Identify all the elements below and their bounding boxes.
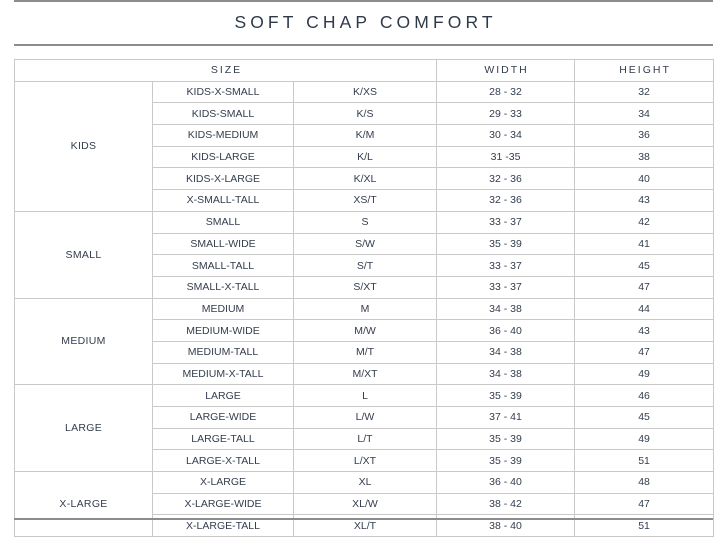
row-size-name: LARGE-TALL [153,428,294,450]
row-size-code: K/XL [294,168,437,190]
row-size-name: KIDS-X-LARGE [153,168,294,190]
row-height-value: 48 [575,472,714,494]
row-size-name: MEDIUM-TALL [153,341,294,363]
row-height-value: 44 [575,298,714,320]
row-width-value: 32 - 36 [437,190,575,212]
row-size-name: MEDIUM-WIDE [153,320,294,342]
size-group-label: KIDS [15,81,153,211]
table-header [15,60,714,82]
row-size-code: S/XT [294,276,437,298]
row-width-value: 31 -35 [437,146,575,168]
row-size-name: SMALL-TALL [153,255,294,277]
row-height-value: 47 [575,276,714,298]
row-size-code: M/W [294,320,437,342]
row-size-name: LARGE [153,385,294,407]
row-size-code: L/XT [294,450,437,472]
row-width-value: 35 - 39 [437,385,575,407]
row-size-name: LARGE-WIDE [153,407,294,429]
row-width-value: 33 - 37 [437,255,575,277]
row-size-code: S/T [294,255,437,277]
row-height-value: 43 [575,190,714,212]
row-size-name: MEDIUM [153,298,294,320]
row-width-value: 38 - 40 [437,515,575,537]
row-size-code: M [294,298,437,320]
size-group-label: X-LARGE [15,472,153,537]
row-size-name: X-LARGE [153,472,294,494]
row-size-code: XL [294,472,437,494]
row-width-value: 30 - 34 [437,125,575,147]
row-size-name: X-LARGE-TALL [153,515,294,537]
table-header-row [15,60,714,82]
row-size-code: XL/W [294,493,437,515]
row-width-value: 35 - 39 [437,233,575,255]
page-title: SOFT CHAP COMFORT [234,11,497,32]
row-size-code: M/T [294,341,437,363]
size-group-label: LARGE [15,385,153,472]
row-width-value: 34 - 38 [437,298,575,320]
row-width-value: 34 - 38 [437,341,575,363]
size-group-label: SMALL [15,211,153,298]
table-row [15,472,714,494]
row-height-value: 38 [575,146,714,168]
row-width-value: 35 - 39 [437,450,575,472]
row-size-name: LARGE-X-TALL [153,450,294,472]
row-size-code: K/M [294,125,437,147]
row-height-value: 49 [575,363,714,385]
row-size-name: KIDS-SMALL [153,103,294,125]
row-height-value: 43 [575,320,714,342]
row-height-value: 47 [575,341,714,363]
row-width-value: 35 - 39 [437,428,575,450]
row-size-name: SMALL-WIDE [153,233,294,255]
size-chart-table [14,59,714,537]
row-size-code: K/XS [294,81,437,103]
row-width-value: 33 - 37 [437,276,575,298]
row-size-name: X-SMALL-TALL [153,190,294,212]
row-size-name: X-LARGE-WIDE [153,493,294,515]
row-size-code: K/S [294,103,437,125]
row-size-code: M/XT [294,363,437,385]
page-title-container [0,0,727,44]
row-size-code: L/T [294,428,437,450]
row-size-code: L/W [294,407,437,429]
bottom-divider [14,518,713,520]
row-height-value: 51 [575,515,714,537]
row-size-code: XS/T [294,190,437,212]
table-row [15,211,714,233]
table-row [15,81,714,103]
column-header-width: WIDTH [437,60,575,82]
row-width-value: 36 - 40 [437,320,575,342]
row-size-name: SMALL-X-TALL [153,276,294,298]
row-height-value: 49 [575,428,714,450]
row-height-value: 41 [575,233,714,255]
table-row [15,298,714,320]
row-size-code: K/L [294,146,437,168]
row-size-name: KIDS-LARGE [153,146,294,168]
row-width-value: 37 - 41 [437,407,575,429]
row-height-value: 51 [575,450,714,472]
table-row [15,385,714,407]
row-size-name: SMALL [153,211,294,233]
row-height-value: 40 [575,168,714,190]
row-width-value: 32 - 36 [437,168,575,190]
row-height-value: 45 [575,407,714,429]
row-height-value: 42 [575,211,714,233]
row-size-name: KIDS-MEDIUM [153,125,294,147]
row-size-name: KIDS-X-SMALL [153,81,294,103]
table-body [15,81,714,536]
column-header-height: HEIGHT [575,60,714,82]
row-height-value: 34 [575,103,714,125]
row-height-value: 45 [575,255,714,277]
title-bottom-divider [14,44,713,46]
row-size-code: L [294,385,437,407]
row-width-value: 34 - 38 [437,363,575,385]
row-width-value: 33 - 37 [437,211,575,233]
row-size-code: S/W [294,233,437,255]
size-chart-table-container [14,59,713,537]
row-width-value: 36 - 40 [437,472,575,494]
size-group-label: MEDIUM [15,298,153,385]
row-height-value: 46 [575,385,714,407]
row-size-code: S [294,211,437,233]
row-height-value: 47 [575,493,714,515]
row-width-value: 29 - 33 [437,103,575,125]
row-height-value: 36 [575,125,714,147]
row-width-value: 28 - 32 [437,81,575,103]
row-height-value: 32 [575,81,714,103]
row-size-code: XL/T [294,515,437,537]
row-width-value: 38 - 42 [437,493,575,515]
column-header-size: SIZE [15,60,437,82]
row-size-name: MEDIUM-X-TALL [153,363,294,385]
